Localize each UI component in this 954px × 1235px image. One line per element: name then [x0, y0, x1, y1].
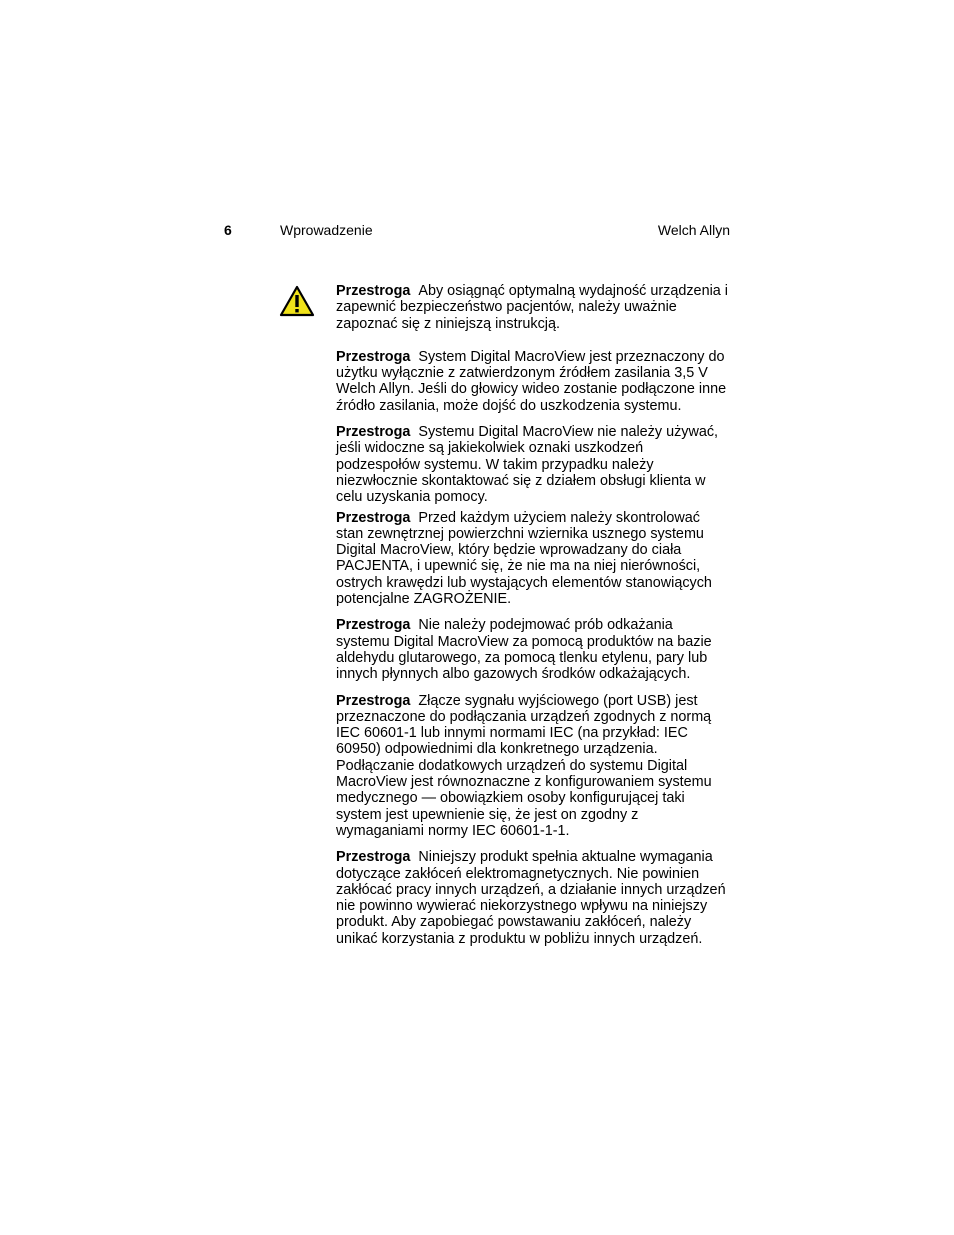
caution-text: Aby osiągnąć optymalną wydajność urządzenia i zapewnić bezpieczeństwo pacjentów, należy uważnie zapoznać się z niniejszą instrukcją.	[336, 283, 728, 332]
page-header	[224, 221, 730, 239]
caution-paragraph	[336, 283, 728, 332]
caution-label: Przestroga	[336, 424, 411, 441]
section-title: Wprowadzenie	[280, 222, 373, 238]
caution-paragraph	[336, 510, 728, 608]
caution-text: Nie należy podejmować prób odkażania systemu Digital MacroView za pomocą produktów na bazie aldehydu glutarowego, za pomocą tlenku etylenu, pary lub innych płynnych albo gazowych środków odkażających.	[336, 617, 712, 683]
caution-text: Niniejszy produkt spełnia aktualne wymagania dotyczące zakłóceń elektromagnetycznych. Nie powinien zakłócać pracy innych urządzeń, a działanie innych urządzeń nie powinno wywierać niekorzystnego wpływu na niniejszy produkt. Aby zapobiegać powstawaniu zakłóceń, należy unikać korzystania z produktu w pobliżu innych urządzeń.	[336, 849, 726, 947]
brand-name: Welch Allyn	[657, 222, 730, 238]
caution-label: Przestroga	[336, 692, 411, 709]
caution-paragraph	[336, 849, 728, 947]
caution-paragraph	[336, 617, 728, 682]
caution-paragraph	[336, 693, 728, 840]
page-number: 6	[224, 222, 232, 238]
caution-label: Przestroga	[336, 849, 411, 866]
caution-text: System Digital MacroView jest przeznaczony do użytku wyłącznie z zatwierdzonym źródłem zasilania 3,5 V Welch Allyn. Jeśli do głowicy wideo zostanie podłączone inne źródło zasilania, może dojść do uszkodzenia systemu.	[336, 348, 727, 414]
caution-text: Przed każdym użyciem należy skontrolować stan zewnętrznej powierzchni wziernika usznego systemu Digital MacroView, który będzie wprowadzany do ciała PACJENTA, i upewnić się, że nie ma na niej nierówności, ostrych krawędzi lub wystających elementów stanowiących potencjalne ZAGROŻENIE.	[336, 509, 712, 608]
caution-paragraph	[336, 349, 728, 414]
caution-paragraph	[336, 424, 728, 505]
caution-text: Złącze sygnału wyjściowego (port USB) jest przeznaczone do podłączania urządzeń zgodnych z normą IEC 60601-1 lub innymi normami IEC (na przykład: IEC 60950) odpowiednimi dla konkretnego urządzenia. Podłączanie dodatkowych urządzeń do systemu Digital MacroView jest równoznaczne z konfigurowaniem systemu medycznego — obowiązkiem osoby konfigurującej taki system jest upewnienie się, że jest on zgodny z wymaganiami normy IEC 60601-1-1.	[336, 692, 712, 839]
caution-label: Przestroga	[336, 283, 411, 299]
caution-label: Przestroga	[336, 617, 411, 634]
caution-label: Przestroga	[336, 509, 411, 526]
caution-triangle-icon	[279, 285, 315, 317]
caution-text: Systemu Digital MacroView nie należy używać, jeśli widoczne są jakiekolwiek oznaki uszkodzeń podzespołów systemu. W takim przypadku należy niezwłocznie skontaktować się z działem obsługi klienta w celu uzyskania pomocy.	[336, 424, 719, 506]
caution-label: Przestroga	[336, 348, 411, 365]
caution-list	[336, 283, 728, 947]
